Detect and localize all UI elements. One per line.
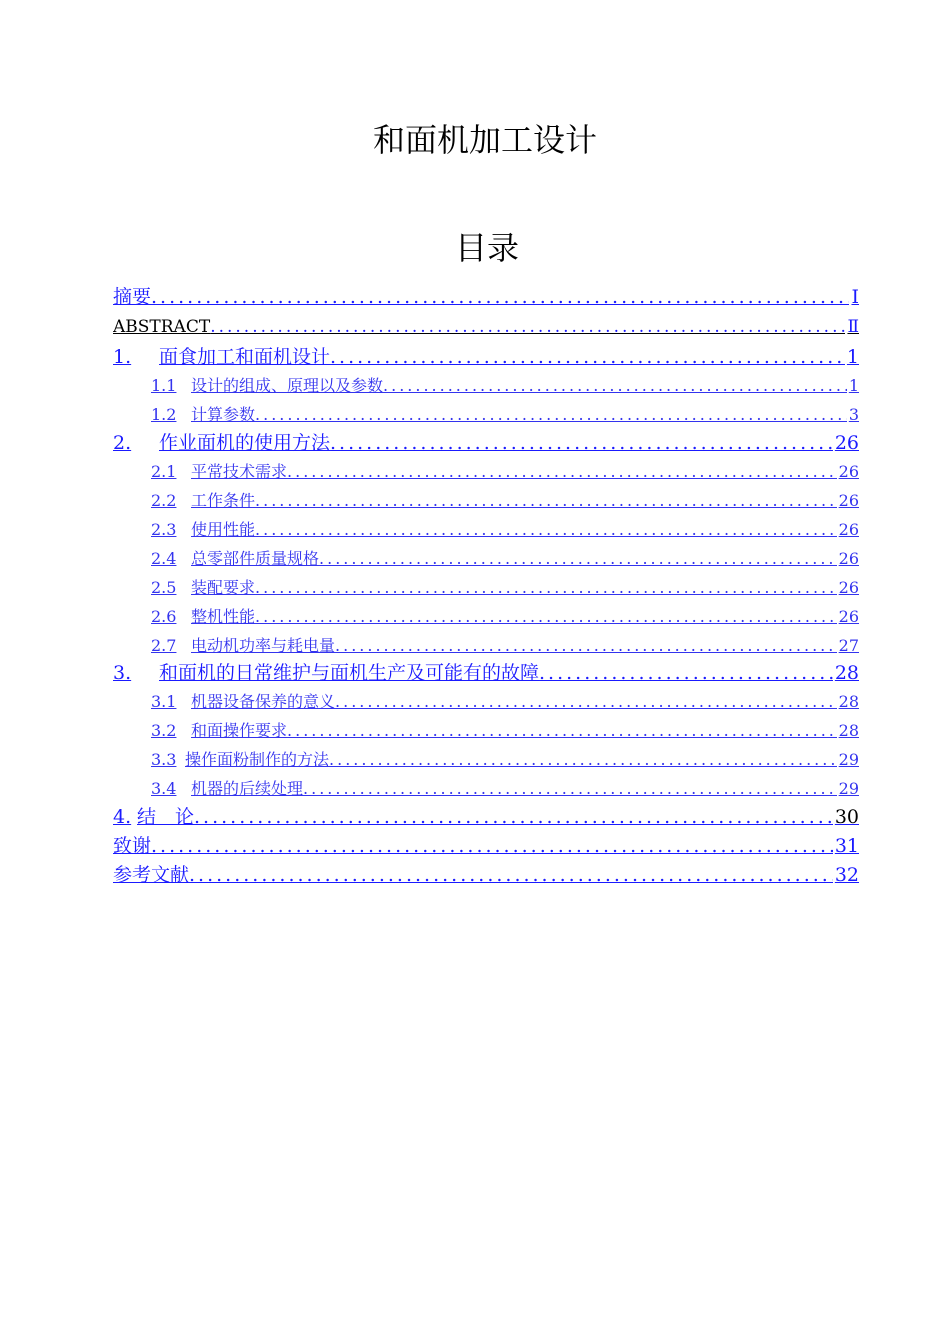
toc-entry-label: ABSTRACT bbox=[113, 317, 211, 337]
toc-leader-dots bbox=[255, 576, 837, 600]
toc-entry-label: 面食加工和面机设计 bbox=[159, 346, 331, 368]
toc-entry-page: 26 bbox=[838, 607, 859, 626]
toc-entry-label: 平常技术需求 bbox=[191, 462, 288, 481]
toc-entry-section-1-1[interactable] bbox=[151, 374, 859, 398]
toc-entry-label: 机器的后续处理 bbox=[191, 779, 304, 798]
toc-entry-number: 3.3 bbox=[151, 750, 177, 769]
toc-leader-dots bbox=[255, 403, 847, 427]
toc-entry-number: 2. bbox=[113, 432, 132, 454]
toc-entry-page: 26 bbox=[838, 549, 859, 568]
toc-entry-section-2-2[interactable] bbox=[151, 489, 859, 513]
toc-entry-section-3-3[interactable] bbox=[151, 748, 859, 772]
toc-entry-abstract-en[interactable] bbox=[113, 314, 859, 340]
toc-entry-number: 1.2 bbox=[151, 405, 177, 424]
toc-entry-section-3-1[interactable] bbox=[151, 690, 859, 714]
toc-entry-label: 和面机的日常维护与面机生产及可能有的故障 bbox=[159, 662, 540, 684]
toc-entry-references[interactable] bbox=[113, 862, 859, 888]
toc-entry-page: Ⅰ bbox=[851, 286, 859, 308]
toc-entry-section-2-6[interactable] bbox=[151, 605, 859, 629]
toc-entry-page: 28 bbox=[834, 662, 859, 684]
toc-entry-section-2-3[interactable] bbox=[151, 518, 859, 542]
toc-entry-page: 26 bbox=[838, 491, 859, 510]
toc-entry-chapter-4[interactable] bbox=[113, 804, 859, 830]
toc-leader-dots bbox=[335, 690, 837, 714]
toc-entry-label: 计算参数 bbox=[191, 405, 256, 424]
toc-entry-section-1-2[interactable] bbox=[151, 403, 859, 427]
toc-entry-section-2-1[interactable] bbox=[151, 460, 859, 484]
toc-entry-label: 使用性能 bbox=[191, 520, 256, 539]
toc-entry-label: 摘要 bbox=[113, 286, 152, 308]
toc-entry-abstract-cn[interactable] bbox=[113, 284, 859, 310]
toc-entry-label: 总零部件质量规格 bbox=[191, 549, 320, 568]
toc-leader-dots bbox=[255, 518, 837, 542]
toc-entry-page: 32 bbox=[834, 864, 859, 886]
toc-entry-number: 2.6 bbox=[151, 607, 177, 626]
toc-entry-page: Ⅱ bbox=[847, 317, 859, 337]
toc-entry-label: 致谢 bbox=[113, 835, 152, 857]
toc-leader-dots bbox=[539, 660, 833, 686]
toc-leader-dots bbox=[330, 344, 845, 370]
toc-entry-label: 结 论 bbox=[137, 806, 195, 828]
toc-leader-dots bbox=[189, 862, 833, 888]
toc-heading: 目录 bbox=[454, 229, 519, 267]
toc-leader-dots bbox=[210, 314, 845, 340]
toc-leader-dots bbox=[255, 605, 837, 629]
toc-entry-label: 设计的组成、原理以及参数 bbox=[191, 376, 384, 395]
toc-entry-number: 2.5 bbox=[151, 578, 177, 597]
toc-entry-label: 装配要求 bbox=[191, 578, 256, 597]
toc-entry-page: 26 bbox=[834, 432, 859, 454]
toc-entry-number: 3.1 bbox=[151, 692, 177, 711]
toc-leader-dots bbox=[319, 547, 837, 571]
toc-entry-label: 工作条件 bbox=[191, 491, 256, 510]
toc-leader-dots bbox=[255, 489, 837, 513]
toc-leader-dots bbox=[151, 284, 849, 310]
toc-entry-number: 1.1 bbox=[151, 376, 177, 395]
toc-entry-section-2-7[interactable] bbox=[151, 634, 859, 658]
toc-entry-label: 机器设备保养的意义 bbox=[191, 692, 336, 711]
toc-entry-label: 参考文献 bbox=[113, 864, 190, 886]
toc-entry-acknowledgements[interactable] bbox=[113, 833, 859, 859]
toc-entry-section-3-2[interactable] bbox=[151, 719, 859, 743]
toc-entry-section-2-4[interactable] bbox=[151, 547, 859, 571]
toc-entry-number: 2.2 bbox=[151, 491, 177, 510]
toc-entry-number: 3.2 bbox=[151, 721, 177, 740]
toc-entry-page: 26 bbox=[838, 462, 859, 481]
toc-entry-label: 作业面机的使用方法 bbox=[159, 432, 331, 454]
toc-leader-dots bbox=[383, 374, 847, 398]
document-title: 和面机加工设计 bbox=[372, 121, 597, 159]
toc-leader-dots bbox=[151, 833, 833, 859]
toc-entry-number: 4. bbox=[113, 806, 132, 828]
toc-leader-dots bbox=[303, 777, 837, 801]
toc-leader-dots bbox=[335, 634, 837, 658]
toc-entry-page: 28 bbox=[838, 692, 859, 711]
toc-entry-page: 26 bbox=[838, 520, 859, 539]
toc-entry-label: 和面操作要求 bbox=[191, 721, 288, 740]
toc-entry-number: 1. bbox=[113, 346, 132, 368]
toc-entry-page: 29 bbox=[838, 779, 859, 798]
toc-entry-chapter-1[interactable] bbox=[113, 344, 859, 370]
toc-entry-page: 1 bbox=[848, 376, 859, 395]
toc-entry-number: 3. bbox=[113, 662, 132, 684]
toc-entry-number: 3.4 bbox=[151, 779, 177, 798]
toc-leader-dots bbox=[330, 430, 833, 456]
toc-entry-number: 2.4 bbox=[151, 549, 177, 568]
toc-entry-page: 30 bbox=[834, 806, 859, 828]
toc-leader-dots bbox=[329, 748, 837, 772]
toc-entry-page: 31 bbox=[834, 835, 859, 857]
toc-entry-chapter-2[interactable] bbox=[113, 430, 859, 456]
toc-entry-page: 26 bbox=[838, 578, 859, 597]
toc-entry-page: 1 bbox=[846, 346, 859, 368]
toc-entry-number: 2.7 bbox=[151, 636, 177, 655]
toc-entry-label: 整机性能 bbox=[191, 607, 256, 626]
toc-entry-page: 29 bbox=[838, 750, 859, 769]
toc-entry-section-3-4[interactable] bbox=[151, 777, 859, 801]
toc-entry-page: 28 bbox=[838, 721, 859, 740]
toc-entry-page: 27 bbox=[838, 636, 859, 655]
toc-entry-number: 2.3 bbox=[151, 520, 177, 539]
toc-entry-section-2-5[interactable] bbox=[151, 576, 859, 600]
toc-leader-dots bbox=[194, 804, 833, 830]
toc-entry-label: 电动机功率与耗电量 bbox=[191, 636, 336, 655]
toc-leader-dots bbox=[287, 460, 837, 484]
toc-entry-page: 3 bbox=[848, 405, 859, 424]
toc-entry-chapter-3[interactable] bbox=[113, 660, 859, 686]
toc-entry-label: 操作面粉制作的方法 bbox=[185, 750, 330, 769]
toc-leader-dots bbox=[287, 719, 837, 743]
toc-entry-number: 2.1 bbox=[151, 462, 177, 481]
